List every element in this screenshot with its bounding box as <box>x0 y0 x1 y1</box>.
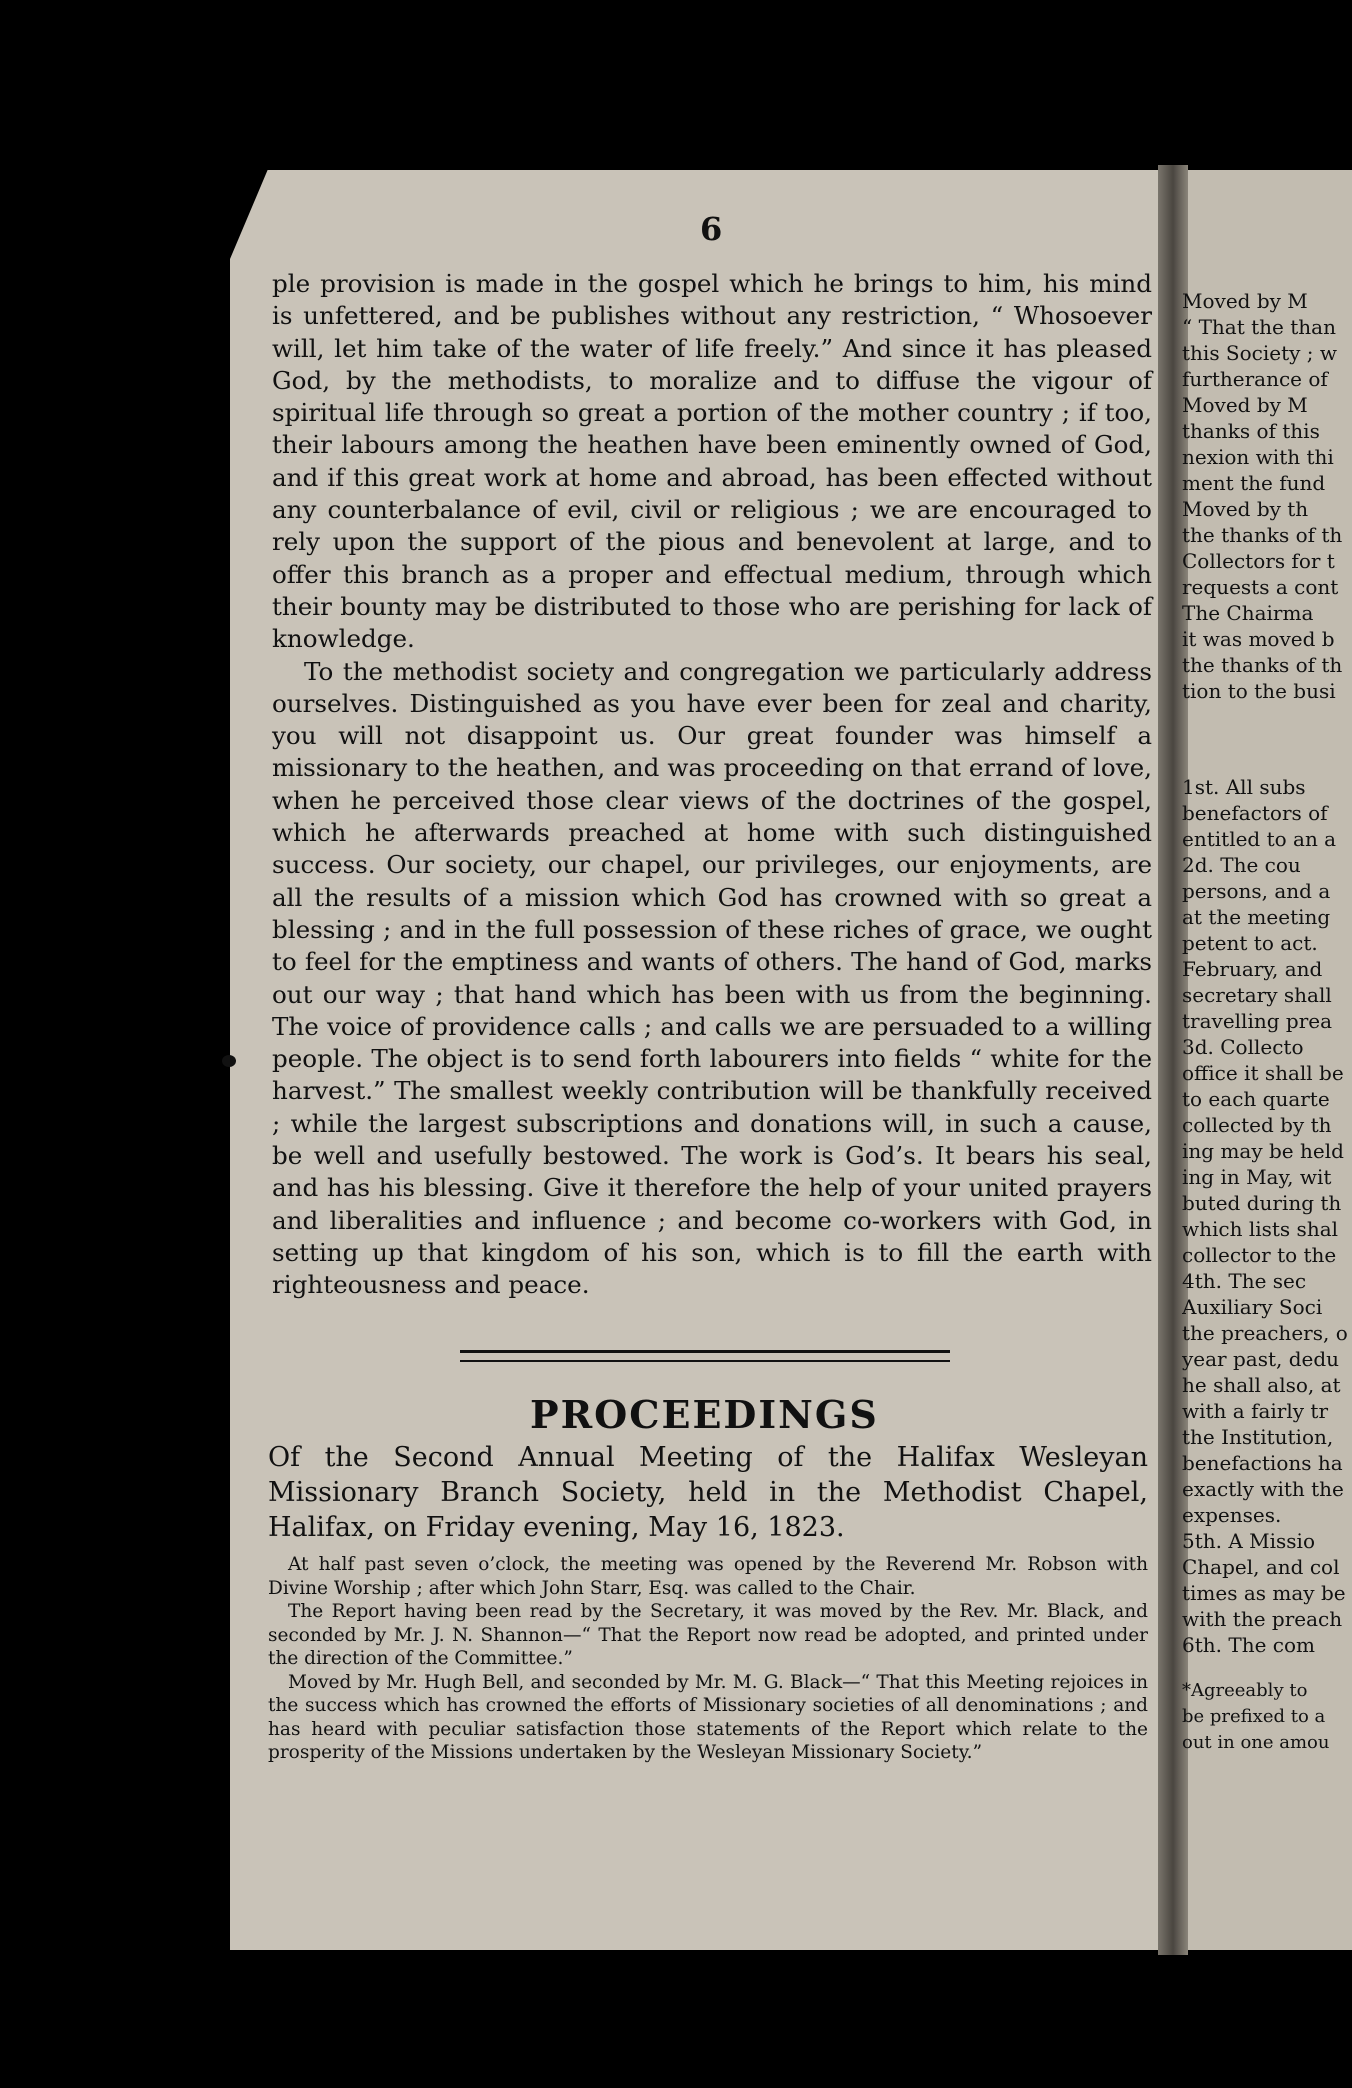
facing-line: secretary shall <box>1182 983 1332 1007</box>
facing-line: this Society ; w <box>1182 341 1338 365</box>
facing-line: the thanks of th <box>1182 523 1343 547</box>
paragraph-1: ple provision is made in the gospel which he brings to him, his mind is unfettered, and be publishes without any restriction, “ Whosoever will, let him take of the water of life freely.” And since it has pleased God, by the methodists, to moralize and to diffuse the vigour of spiritual life through so great a portion of the mother country ; if too, their labours among the heathen have been eminently owned of God, and if this great work at home and abroad, has been effected without any counterbalance of evil, civil or religious ; we are encouraged to rely upon the support of the pious and benevolent at large, and to offer this branch as a proper and effectual medium, through which their bounty may be distributed to those who are perishing for lack of knowledge. <box>272 269 1152 654</box>
facing-line: Moved by M <box>1182 289 1308 313</box>
meeting-minutes <box>268 1553 1148 1765</box>
facing-line: Moved by M <box>1182 393 1308 417</box>
facing-line: which lists shal <box>1182 1217 1339 1241</box>
facing-line: tion to the busi <box>1182 679 1336 703</box>
facing-line: 6th. The com <box>1182 1633 1315 1657</box>
facing-line: collector to the <box>1182 1243 1337 1267</box>
section-heading: PROCEEDINGS <box>530 1392 879 1437</box>
facing-line: petent to act. <box>1182 931 1318 955</box>
minutes-paragraph-2: The Report having been read by the Secretary, it was moved by the Rev. Mr. Black, and seconded by Mr. J. N. Shannon—“ That the Report now read be adopted, and printed under the direction of the Committee.” <box>268 1601 1148 1669</box>
section-divider <box>460 1350 950 1362</box>
facing-line: 2d. The cou <box>1182 853 1301 877</box>
facing-line: he shall also, at <box>1182 1373 1341 1397</box>
facing-line: benefactors of <box>1182 801 1328 825</box>
facing-line: at the meeting <box>1182 905 1331 929</box>
facing-line: Moved by th <box>1182 497 1309 521</box>
facing-line: the preachers, o <box>1182 1321 1348 1345</box>
facing-footnote-line: *Agreeably to <box>1182 1680 1308 1701</box>
facing-line: with the preach <box>1182 1607 1343 1631</box>
ink-speck <box>222 1055 236 1067</box>
facing-line: ing in May, wit <box>1182 1165 1332 1189</box>
facing-footnote-line: out in one amou <box>1182 1732 1330 1753</box>
facing-line: entitled to an a <box>1182 827 1337 851</box>
facing-line: thanks of this <box>1182 419 1320 443</box>
page-number: 6 <box>700 210 723 248</box>
facing-line: 5th. A Missio <box>1182 1529 1315 1553</box>
facing-line: Auxiliary Soci <box>1182 1295 1323 1319</box>
facing-line: it was moved b <box>1182 627 1335 651</box>
appeal-text <box>272 268 1152 1302</box>
paragraph-2: To the methodist society and congregation we particularly address ourselves. Distinguished as you have ever been for zeal and charity, you will not disappoint us. Our great founder was himself a missionary to the heathen, and was proceeding on that errand of love, when he perceived those clear views of the doctrines of the gospel, which he afterwards preached at home with such distinguished success. Our society, our chapel, our privileges, our enjoyments, are all the results of a mission which God has crowned with so great a blessing ; and in the full possession of these riches of grace, we ought to feel for the emptiness and wants of others. The hand of God, marks out our way ; that hand which has been with us from the beginning. The voice of providence calls ; and calls we are persuaded to a willing people. The object is to send forth labourers into fields “ white for the harvest.” The smallest weekly contribution will be thankfully received ; while the largest subscriptions and donations will, in such a cause, be well and usefully bestowed. The work is God’s. It bears his seal, and has his blessing. Give it therefore the help of your united prayers and liberalities and influence ; and become co-workers with God, in setting up that kingdom of his son, which is to fill the earth with righteousness and peace. <box>272 656 1152 1300</box>
facing-line: expenses. <box>1182 1503 1282 1527</box>
facing-page-text <box>1182 288 1352 1756</box>
facing-line: the thanks of th <box>1182 653 1343 677</box>
facing-line: The Chairma <box>1182 601 1314 625</box>
meeting-subheading: Of the Second Annual Meeting of the Halifax Wesleyan Missionary Branch Society, held in the Methodist Chapel, Halifax, on Friday evening, May 16, 1823. <box>268 1442 1148 1543</box>
facing-line: 4th. The sec <box>1182 1269 1307 1293</box>
facing-line: the Institution, <box>1182 1425 1334 1449</box>
facing-line: Chapel, and col <box>1182 1555 1340 1579</box>
facing-line: requests a cont <box>1182 575 1339 599</box>
facing-line: year past, dedu <box>1182 1347 1340 1371</box>
facing-line: Collectors for t <box>1182 549 1335 573</box>
facing-line: “ That the than <box>1182 315 1336 339</box>
facing-line: buted during th <box>1182 1191 1342 1215</box>
facing-line: collected by th <box>1182 1113 1332 1137</box>
facing-line: office it shall be <box>1182 1061 1344 1085</box>
facing-line: ing may be held <box>1182 1139 1344 1163</box>
facing-line: exactly with the <box>1182 1477 1344 1501</box>
facing-line: with a fairly tr <box>1182 1399 1329 1423</box>
facing-line: ment the fund <box>1182 471 1326 495</box>
facing-line: travelling prea <box>1182 1009 1333 1033</box>
facing-line: times as may be <box>1182 1581 1346 1605</box>
facing-line: nexion with thi <box>1182 445 1334 469</box>
minutes-paragraph-1: At half past seven o’clock, the meeting was opened by the Reverend Mr. Robson with Divine Worship ; after which John Starr, Esq. was called to the Chair. <box>268 1554 1148 1599</box>
minutes-paragraph-3: Moved by Mr. Hugh Bell, and seconded by Mr. M. G. Black—“ That this Meeting rejoices in the success which has crowned the efforts of Missionary societies of all denominations ; and has heard with peculiar satisfaction those statements of the Report which relate to the prosperity of the Missions undertaken by the Wesleyan Missionary Society.” <box>268 1671 1148 1763</box>
facing-line: furtherance of <box>1182 367 1328 391</box>
facing-line: February, and <box>1182 957 1323 981</box>
facing-line: to each quarte <box>1182 1087 1330 1111</box>
facing-line: benefactions ha <box>1182 1451 1343 1475</box>
facing-line: 1st. All subs <box>1182 775 1306 799</box>
facing-line: 3d. Collecto <box>1182 1035 1304 1059</box>
facing-line: persons, and a <box>1182 879 1331 903</box>
facing-footnote-line: be prefixed to a <box>1182 1706 1326 1727</box>
